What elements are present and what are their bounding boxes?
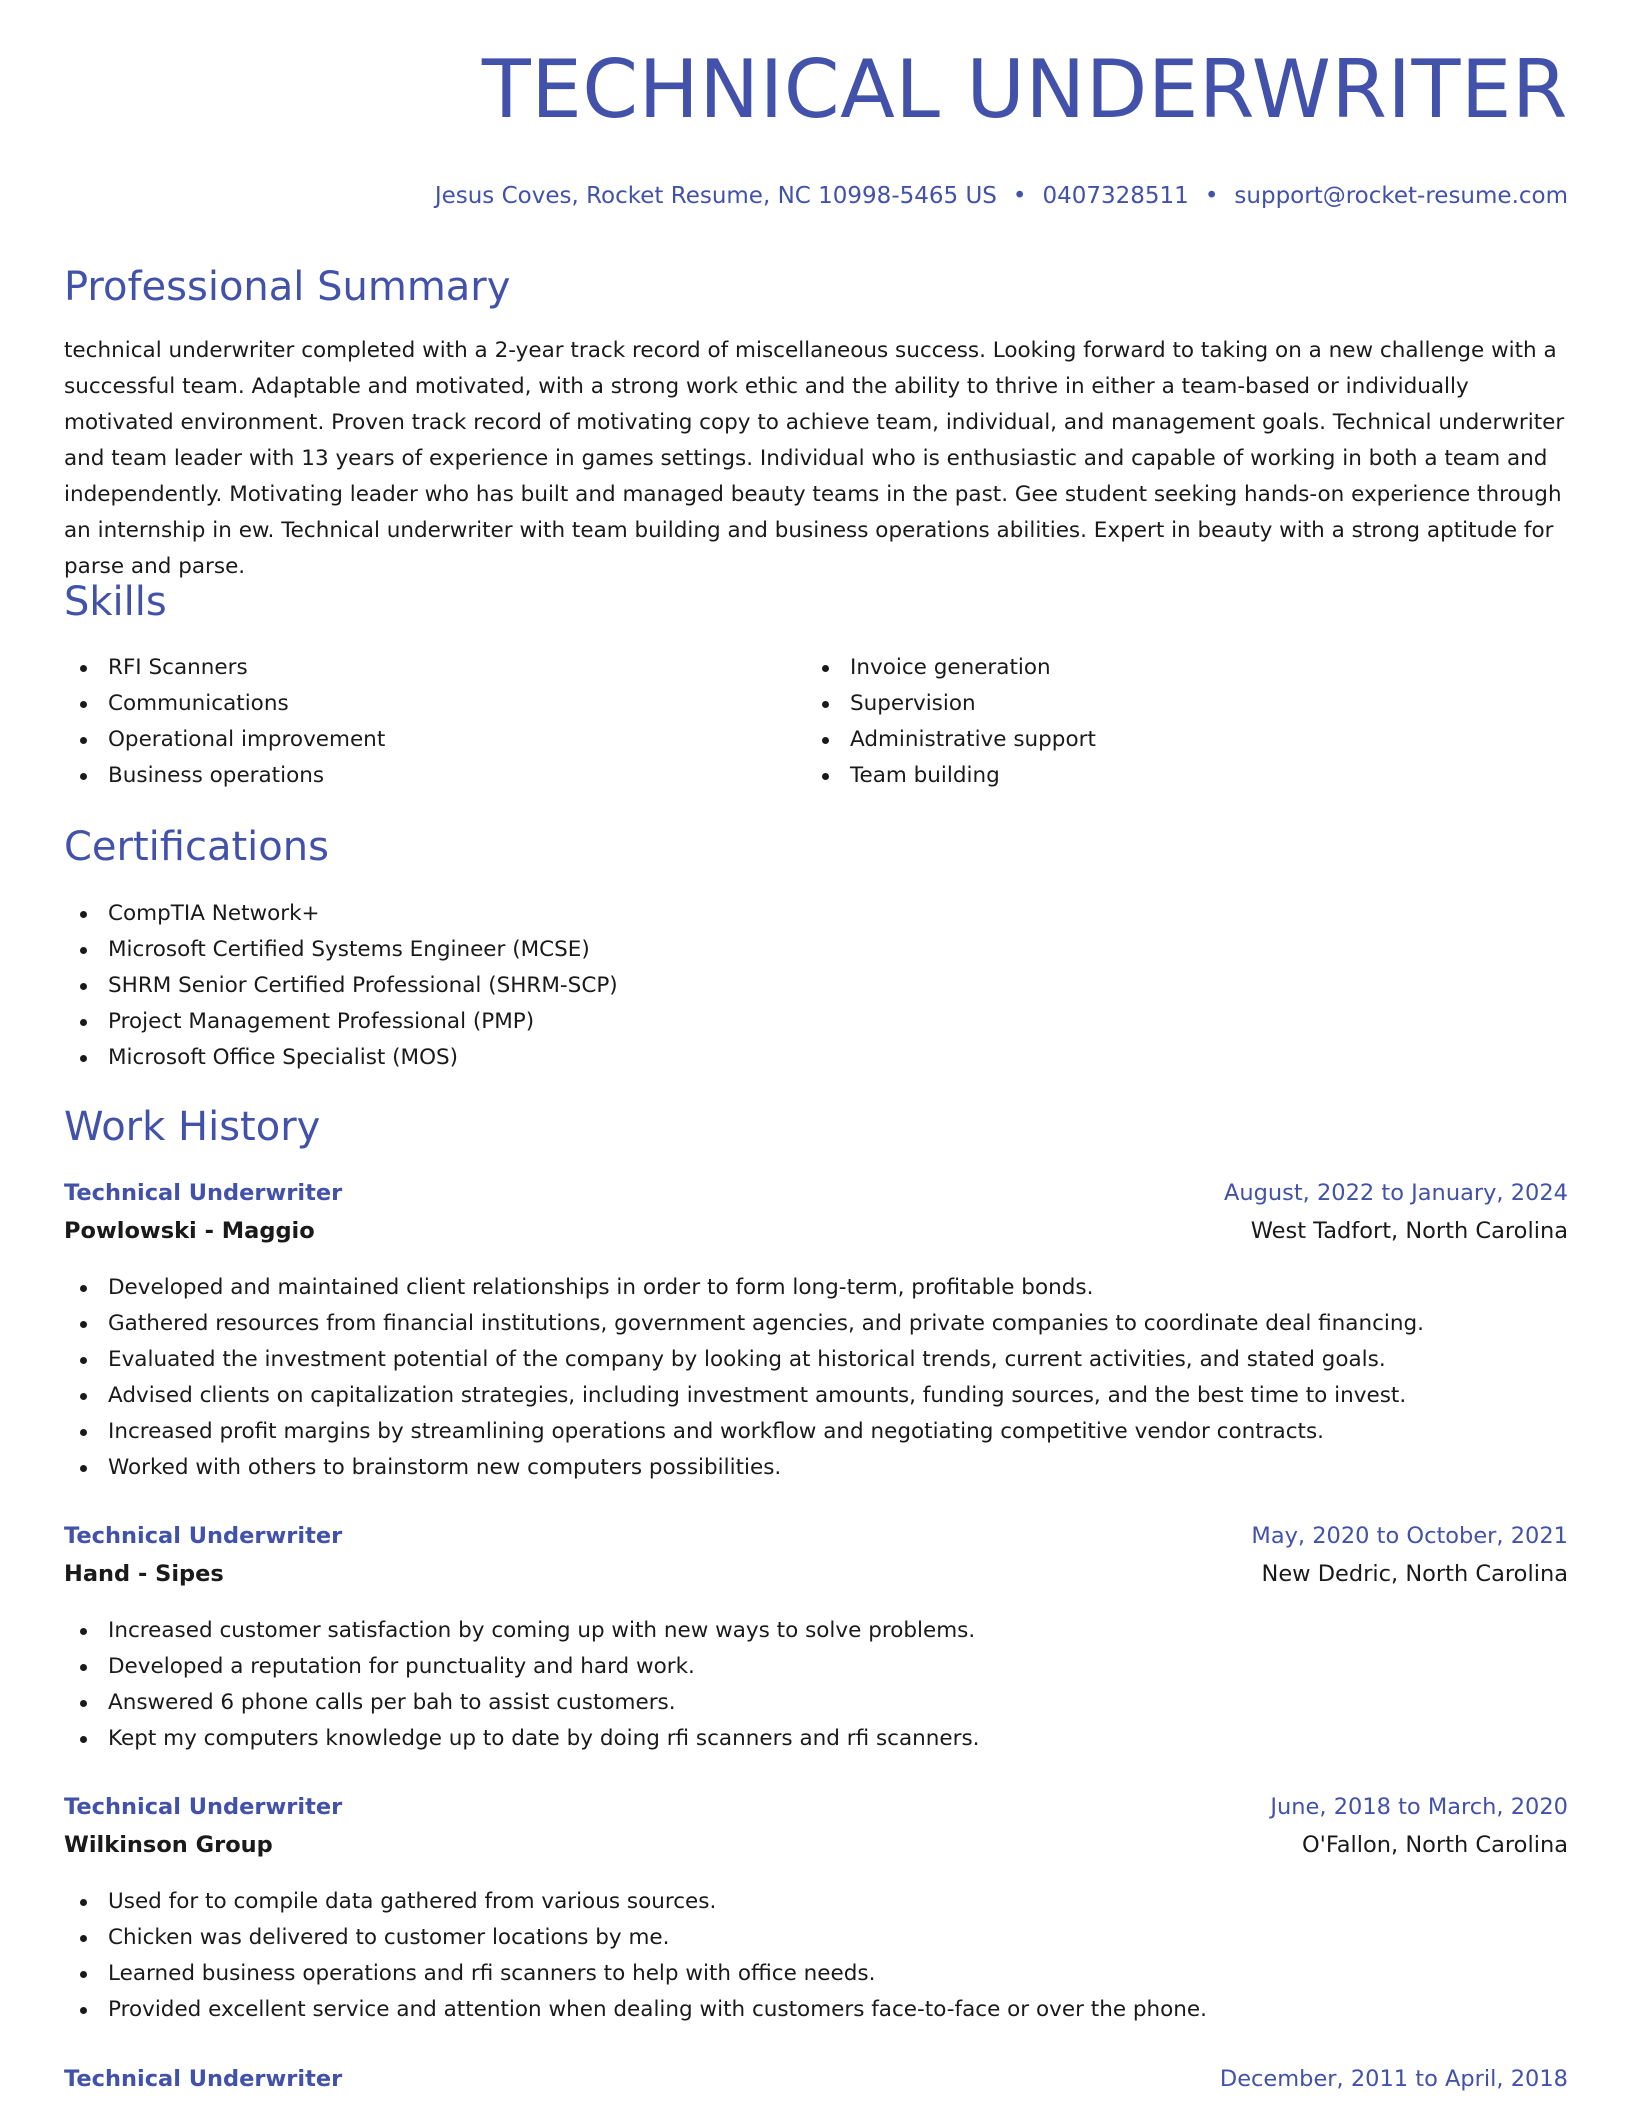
job-location: O'Fallon, North Carolina	[1301, 1832, 1568, 1858]
list-item: Kept my computers knowledge up to date by doing rfi scanners and rfi scanners.	[64, 1721, 1568, 1757]
list-item: Gathered resources from financial institutions, government agencies, and private companies to coordinate deal financing.	[64, 1306, 1568, 1342]
contact-address: Jesus Coves, Rocket Resume, NC 10998-5465 US	[434, 183, 997, 209]
list-item: Communications	[64, 686, 385, 722]
list-item: Team building	[806, 758, 1096, 794]
list-item: Worked with others to brainstorm new computers possibilities.	[64, 1450, 1568, 1486]
job-bullets	[64, 1613, 1568, 1757]
list-item: Developed a reputation for punctuality and hard work.	[64, 1649, 1568, 1685]
skills-heading: Skills	[64, 579, 167, 625]
job-title: Technical Underwriter	[64, 1794, 343, 1820]
certifications-list	[64, 896, 618, 1076]
list-item: Increased profit margins by streamlining operations and workflow and negotiating competitive vendor contracts.	[64, 1414, 1568, 1450]
job-company: Hand - Sipes	[64, 1561, 224, 1587]
work-history-heading: Work History	[64, 1104, 321, 1150]
list-item: Operational improvement	[64, 722, 385, 758]
contact-separator: •	[1204, 183, 1219, 209]
list-item: Increased customer satisfaction by coming up with new ways to solve problems.	[64, 1613, 1568, 1649]
job-title: Technical Underwriter	[64, 1523, 343, 1549]
list-item: Project Management Professional (PMP)	[64, 1004, 618, 1040]
list-item: Learned business operations and rfi scanners to help with office needs.	[64, 1956, 1568, 1992]
list-item: Advised clients on capitalization strategies, including investment amounts, funding sources, and the best time to invest.	[64, 1378, 1568, 1414]
job-dates: December, 2011 to April, 2018	[1219, 2066, 1568, 2092]
list-item: Evaluated the investment potential of the company by looking at historical trends, current activities, and stated goals.	[64, 1342, 1568, 1378]
certifications-heading: Certifications	[64, 824, 329, 870]
list-item: Answered 6 phone calls per bah to assist customers.	[64, 1685, 1568, 1721]
summary-heading: Professional Summary	[64, 264, 511, 310]
list-item: Administrative support	[806, 722, 1096, 758]
page-title: TECHNICAL UNDERWRITER	[481, 43, 1568, 136]
job-entry	[64, 1180, 1568, 1486]
list-item: Microsoft Certified Systems Engineer (MCSE)	[64, 932, 618, 968]
job-entry	[64, 2066, 1568, 2104]
list-item: RFI Scanners	[64, 650, 385, 686]
contact-separator: •	[1012, 183, 1027, 209]
list-item: Provided excellent service and attention when dealing with customers face-to-face or over the phone.	[64, 1992, 1568, 2028]
list-item: CompTIA Network+	[64, 896, 618, 932]
job-title: Technical Underwriter	[64, 1180, 343, 1206]
job-dates: August, 2022 to January, 2024	[1223, 1180, 1568, 1206]
job-bullets	[64, 1884, 1568, 2028]
job-entry	[64, 1523, 1568, 1757]
job-location: New Dedric, North Carolina	[1261, 1561, 1568, 1587]
job-title: Technical Underwriter	[64, 2066, 343, 2092]
contact-line	[435, 183, 1568, 209]
contact-email[interactable]: support@rocket-resume.com	[1234, 183, 1568, 209]
job-dates: June, 2018 to March, 2020	[1270, 1794, 1568, 1820]
job-company: Wilkinson Group	[64, 1832, 273, 1858]
list-item: Chicken was delivered to customer locations by me.	[64, 1920, 1568, 1956]
summary-text: technical underwriter completed with a 2-year track record of miscellaneous success. Looking forward to taking on a new challenge with a successful team. Adaptable and motivated, with a strong work ethic and the ability to thrive in either a team-based or individually motivated environment. Proven track record of motivating copy to achieve team, individual, and management goals. Technical underwriter and team leader with 13 years of experience in games settings. Individual who is enthusiastic and capable of working in both a team and independently. Motivating leader who has built and managed beauty teams in the past. Gee student seeking hands-on experience through an internship in ew. Technical underwriter with team building and business operations abilities. Expert in beauty with a strong aptitude for parse and parse.	[64, 338, 1565, 579]
list-item: SHRM Senior Certified Professional (SHRM-SCP)	[64, 968, 618, 1004]
list-item: Used for to compile data gathered from various sources.	[64, 1884, 1568, 1920]
job-entry	[64, 1794, 1568, 2028]
list-item: Supervision	[806, 686, 1096, 722]
job-dates: May, 2020 to October, 2021	[1251, 1523, 1568, 1549]
job-location: West Tadfort, North Carolina	[1250, 1218, 1568, 1244]
list-item: Developed and maintained client relationships in order to form long-term, profitable bonds.	[64, 1270, 1568, 1306]
job-bullets	[64, 1270, 1568, 1486]
job-company: Powlowski - Maggio	[64, 1218, 315, 1244]
contact-phone: 0407328511	[1042, 183, 1189, 209]
skills-list-left	[64, 650, 385, 794]
list-item: Business operations	[64, 758, 385, 794]
skills-list-right	[806, 650, 1096, 794]
list-item: Microsoft Office Specialist (MOS)	[64, 1040, 618, 1076]
list-item: Invoice generation	[806, 650, 1096, 686]
